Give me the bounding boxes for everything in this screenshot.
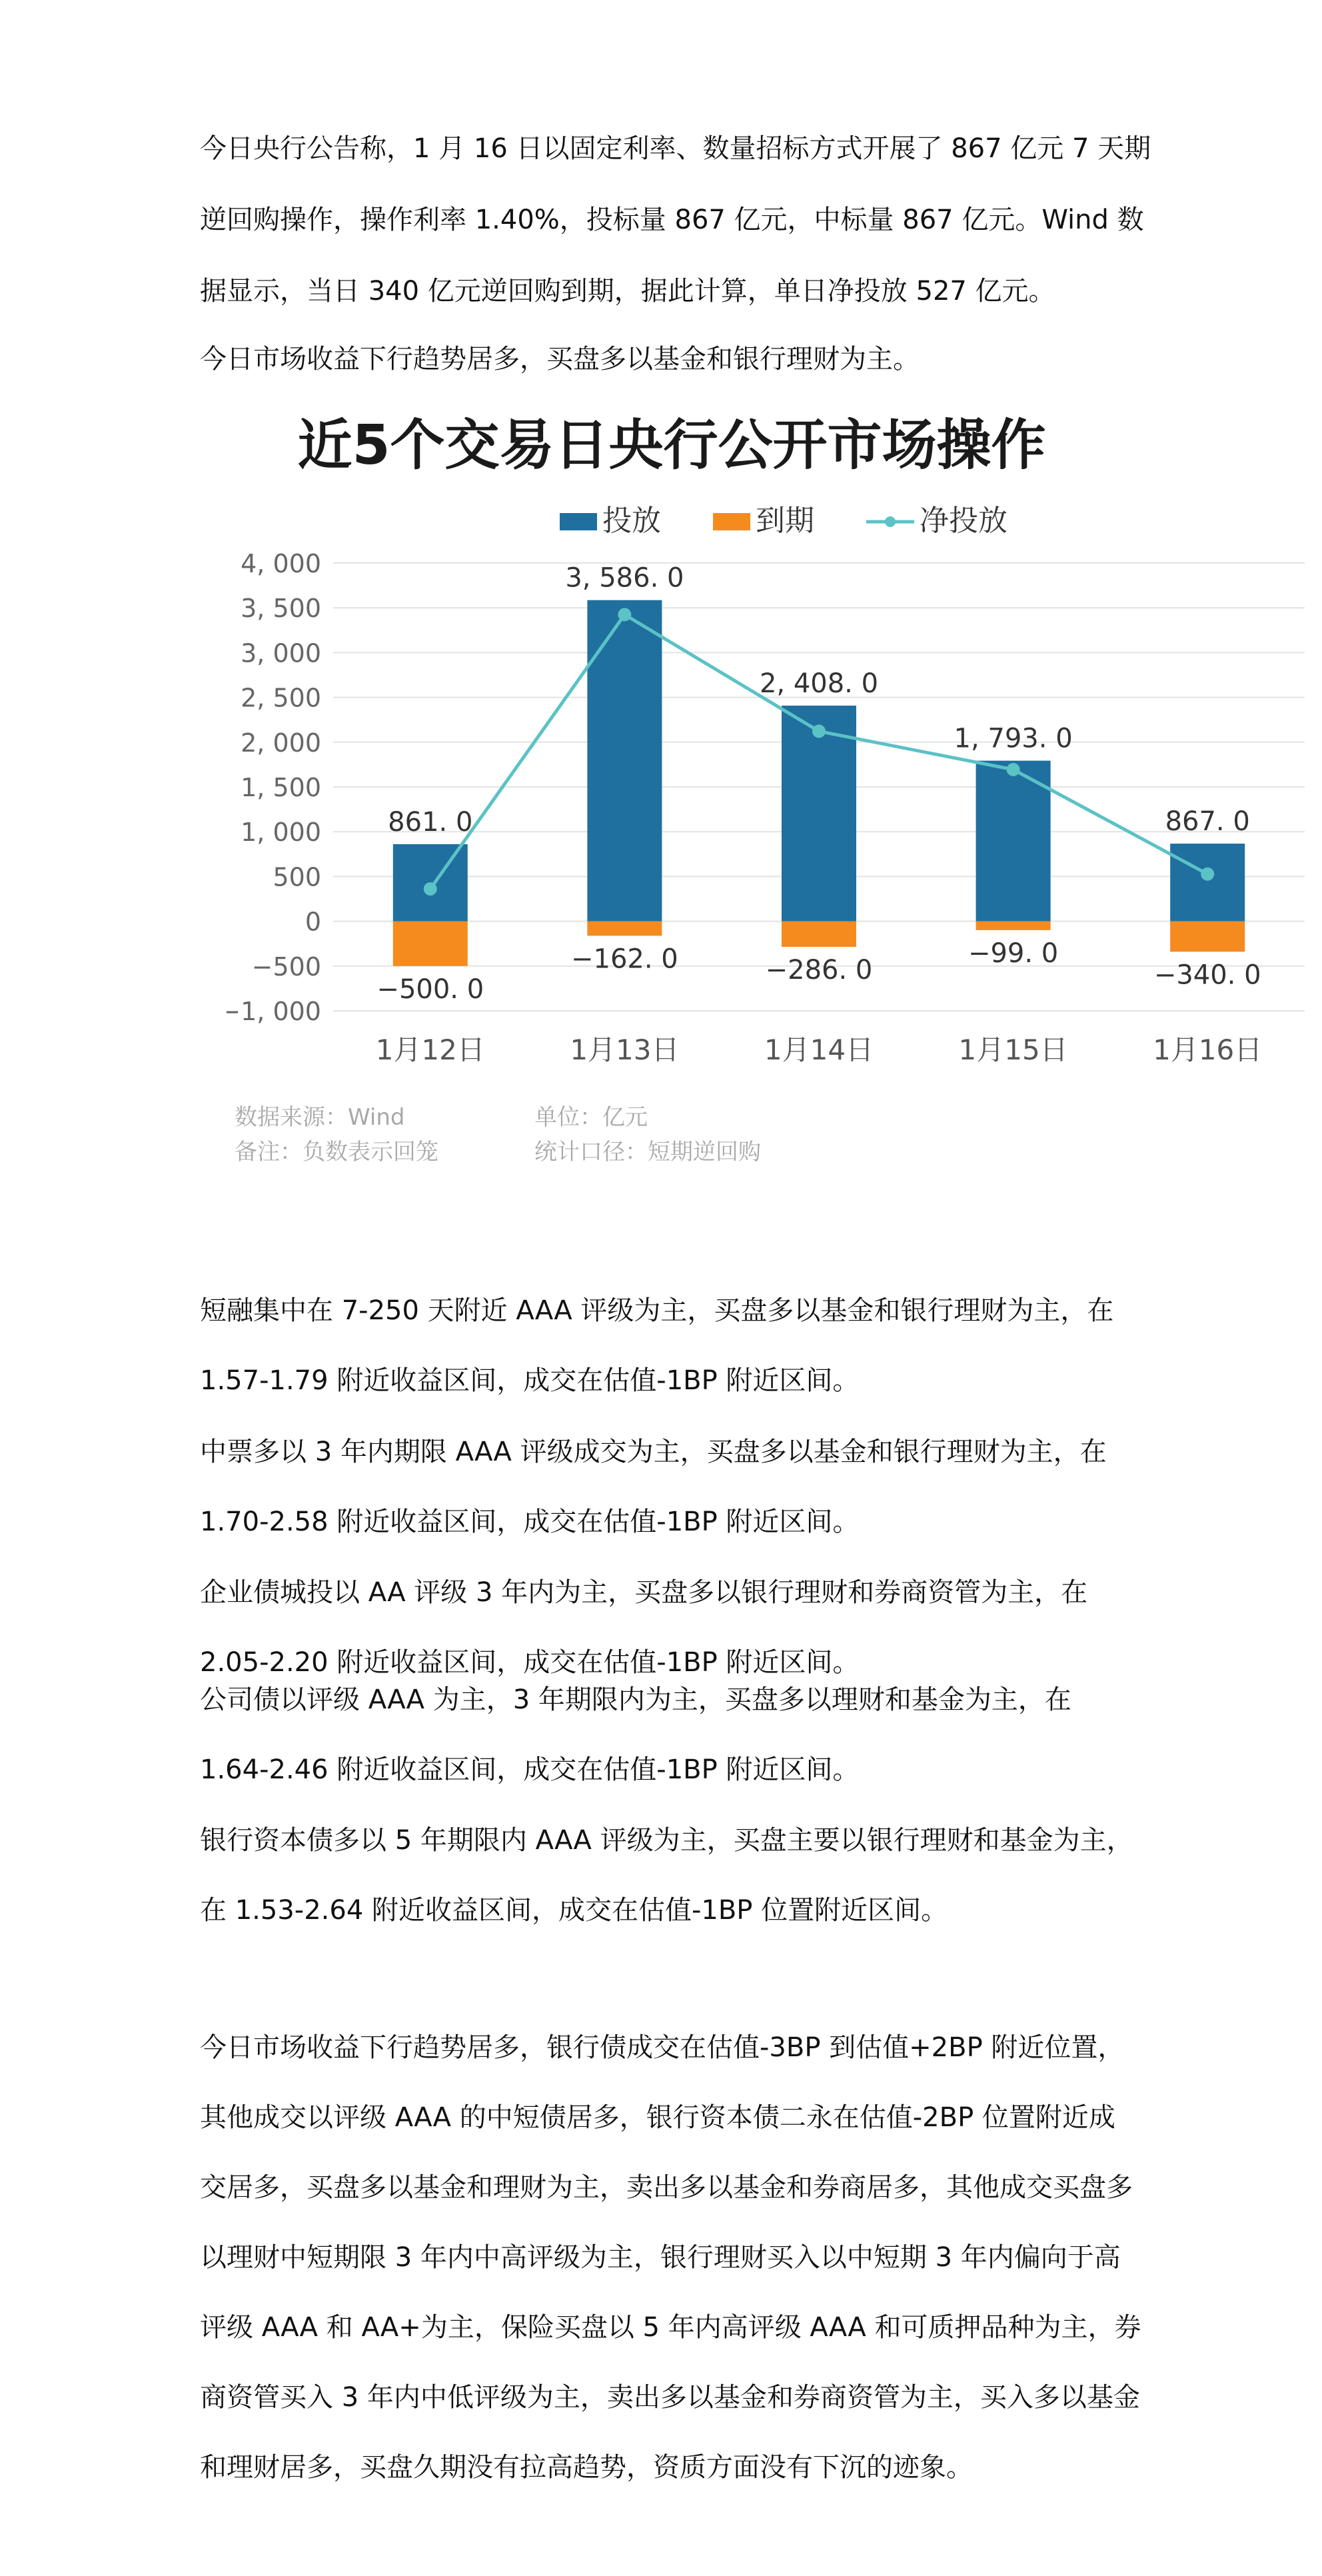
- chart-footnotes: [235, 1104, 761, 1165]
- text-line: 短融集中在 7-250 天附近 AAA 评级为主，买盘多以基金和银行理财为主，在: [200, 1295, 1114, 1326]
- legend-swatch-maturity: [713, 513, 750, 530]
- mtn-paragraph: [200, 1417, 1146, 1557]
- text-line: 1.70-2.58 附近收益区间，成交在估值-1BP 附近区间。: [200, 1507, 860, 1537]
- net-point: [424, 882, 437, 896]
- y-tick-label: 1, 000: [241, 818, 321, 848]
- bar-maturity: [393, 922, 468, 966]
- text-line: 商资管买入 3 年内中低评级为主，卖出多以基金和券商资管为主，买入多以基金: [200, 2382, 1140, 2413]
- text-line: 和理财居多，买盘久期没有拉高趋势，资质方面没有下沉的迹象。: [200, 2452, 973, 2483]
- x-tick-label: 1月15日: [958, 1033, 1068, 1066]
- bars: [393, 600, 1245, 966]
- text-line: 交居多，买盘多以基金和理财为主，卖出多以基金和券商居多，其他成交买盘多: [200, 2172, 1133, 2203]
- text-line: 银行资本债多以 5 年期限内 AAA 评级为主，买盘主要以银行理财和基金为主，: [200, 1825, 1133, 1856]
- text-line: 2.05-2.20 附近收益区间，成交在估值-1BP 附近区间。: [200, 1647, 860, 1678]
- net-point: [1201, 868, 1214, 881]
- market-summary-line: [200, 342, 1146, 376]
- text-line: 今日市场收益下行趋势居多，买盘多以基金和银行理财为主。: [200, 344, 920, 374]
- y-tick-label: −500: [251, 952, 321, 981]
- chart-svg: [227, 400, 1319, 1173]
- bar-maturity: [587, 922, 662, 936]
- y-tick-label: −1, 000: [227, 997, 321, 1026]
- open-market-chart: [227, 400, 1319, 1173]
- bar-label-invest: 861. 0: [388, 806, 473, 838]
- x-tick-label: 1月16日: [1153, 1033, 1263, 1066]
- net-point: [618, 608, 631, 621]
- y-tick-label: 2, 000: [241, 728, 321, 758]
- text-line: 逆回购操作，操作利率 1.40%，投标量 867 亿元，中标量 867 亿元。Wind 数: [200, 205, 1144, 235]
- y-tick-label: 2, 500: [241, 683, 321, 713]
- note-scope: 统计口径：短期逆回购: [534, 1139, 761, 1165]
- legend-label-net: 净投放: [920, 504, 1007, 538]
- x-tick-label: 1月12日: [375, 1033, 485, 1066]
- corporate-bond-paragraph: [200, 1665, 1146, 1805]
- y-tick-label: 3, 500: [241, 594, 321, 624]
- bar-label-maturity: −162. 0: [571, 944, 678, 975]
- legend-label-invest: 投放: [602, 504, 661, 538]
- y-tick-label: 4, 000: [241, 549, 321, 578]
- net-point: [812, 724, 826, 738]
- bar-invest: [1170, 844, 1245, 922]
- legend-label-maturity: 到期: [756, 504, 814, 538]
- chart-title: 近5个交易日央行公开市场操作: [297, 414, 1046, 477]
- intro-paragraph: [200, 113, 1151, 327]
- y-axis: [227, 549, 321, 1026]
- y-tick-label: 500: [273, 862, 321, 892]
- chart-legend: [560, 504, 1007, 538]
- market-overview-paragraph: [200, 2013, 1146, 2503]
- x-tick-label: 1月13日: [570, 1033, 680, 1066]
- bar-label-invest: 867. 0: [1165, 806, 1250, 838]
- bar-maturity: [976, 922, 1051, 930]
- text-line: 1.57-1.79 附近收益区间，成交在估值-1BP 附近区间。: [200, 1365, 860, 1396]
- text-line: 在 1.53-2.64 附近收益区间，成交在估值-1BP 位置附近区间。: [200, 1895, 948, 1926]
- x-tick-label: 1月14日: [764, 1033, 874, 1066]
- bank-capital-bond-paragraph: [200, 1806, 1146, 1946]
- note-source: 数据来源：Wind: [235, 1104, 405, 1131]
- bar-maturity: [1170, 922, 1245, 952]
- text-line: 评级 AAA 和 AA+为主，保险买盘以 5 年内高评级 AAA 和可质押品种为主，券: [200, 2312, 1141, 2343]
- text-line: 今日市场收益下行趋势居多，银行债成交在估值-3BP 到估值+2BP 附近位置，: [200, 2032, 1125, 2063]
- text-line: 企业债城投以 AA 评级 3 年内为主，买盘多以银行理财和券商资管为主，在: [200, 1577, 1088, 1608]
- text-line: 中票多以 3 年内期限 AAA 评级成交为主，买盘多以基金和银行理财为主，在: [200, 1437, 1107, 1467]
- bar-label-invest: 1, 793. 0: [954, 723, 1073, 754]
- text-line: 其他成交以评级 AAA 的中短债居多，银行资本债二永在估值-2BP 位置附近成: [200, 2102, 1115, 2133]
- bar-label-invest: 2, 408. 0: [759, 668, 879, 699]
- y-tick-label: 1, 500: [241, 773, 321, 802]
- bar-label-maturity: −99. 0: [968, 938, 1059, 969]
- y-tick-label: 3, 000: [241, 638, 321, 668]
- y-tick-label: 0: [305, 907, 321, 937]
- short-financing-paragraph: [200, 1276, 1146, 1416]
- legend-swatch-invest: [560, 513, 597, 530]
- bar-invest: [587, 600, 662, 922]
- bar-maturity: [782, 922, 856, 947]
- net-point: [1007, 763, 1020, 776]
- bar-label-maturity: −286. 0: [765, 955, 873, 986]
- text-line: 据显示，当日 340 亿元逆回购到期，据此计算，单日净投放 527 亿元。: [200, 276, 1055, 307]
- text-line: 1.64-2.46 附近收益区间，成交在估值-1BP 附近区间。: [200, 1754, 860, 1785]
- x-axis: [376, 1033, 1263, 1066]
- legend-marker-net: [885, 516, 896, 527]
- bar-label-maturity: −500. 0: [376, 973, 484, 1005]
- bar-label-invest: 3, 586. 0: [565, 562, 684, 594]
- text-line: 以理财中短期限 3 年内中高评级为主，银行理财买入以中短期 3 年内偏向于高: [200, 2242, 1121, 2273]
- note-remark: 备注：负数表示回笼: [235, 1139, 438, 1165]
- text-line: 公司债以评级 AAA 为主，3 年期限内为主，买盘多以理财和基金为主，在: [200, 1684, 1071, 1715]
- note-unit: 单位：亿元: [534, 1104, 648, 1131]
- text-line: 今日央行公告称，1 月 16 日以固定利率、数量招标方式开展了 867 亿元 7 天期: [200, 133, 1151, 164]
- bar-label-maturity: −340. 0: [1153, 960, 1261, 991]
